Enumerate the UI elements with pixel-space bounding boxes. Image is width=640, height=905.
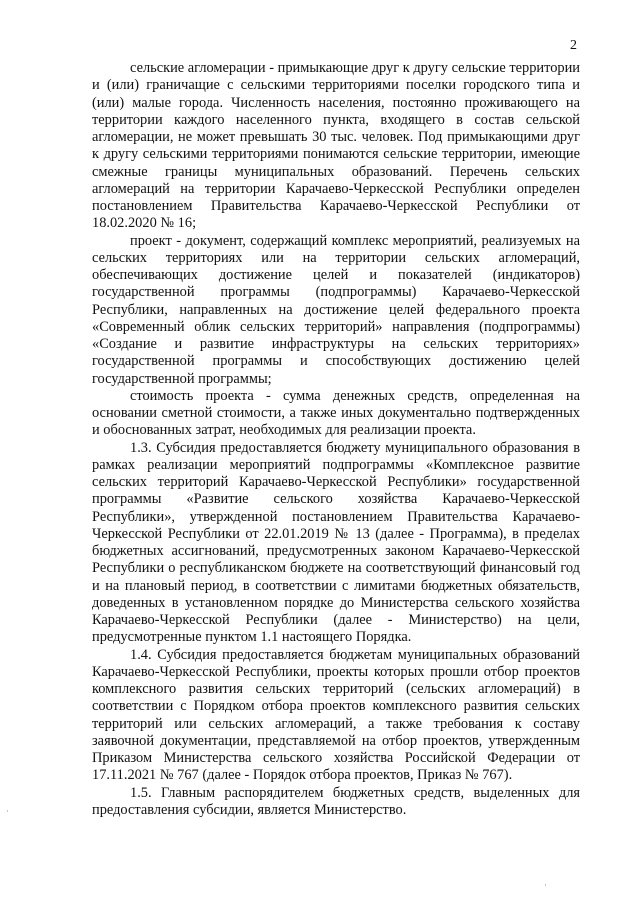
paragraph-project-definition: проект - документ, содержащий комплекс мероприятий, реализуемых на сельских территориях или на территории сельских агломераций, обеспечивающих достижение целей и показателей (индикаторов) государственной программы (подпрограммы) Карачаево-Черкесской Республики, направленных на достижение целей федерального проекта «Современный облик сельских территорий» направления (подпрограммы) «Создание и развитие инфраструктуры на сельских территориях» государственной программы и способствующих достижению целей государственной программы; — [92, 232, 580, 387]
paragraph-1-3: 1.3. Субсидия предоставляется бюджету муниципального образования в рамках реализации мероприятий подпрограммы «Комплексное развитие сельских территорий Карачаево-Черкесской Республики» государственной программы «Развитие сельского хозяйства Карачаево-Черкесской Республики», утвержденной постановлением Правительства Карачаево-Черкесской Республики от 22.01.2019 № 13 (далее - Программа), в пределах бюджетных ассигнований, предусмотренных законом Карачаево-Черкесской Республики о республиканском бюджете на соответствующий финансовый год и на плановый период, в соответствии с лимитами бюджетных обязательств, доведенных в установленном порядке до Министерства сельского хозяйства Карачаево-Черкесской Республики (далее - Министерство) на цели, предусмотренные пунктом 1.1 настоящего Порядка. — [92, 439, 580, 646]
paragraph-1-5: 1.5. Главным распорядителем бюджетных средств, выделенных для предоставления субсидии, является Министерство. — [92, 784, 580, 818]
paragraph-project-cost: стоимость проекта - сумма денежных средств, определенная на основании сметной стоимости, а также иных документально подтвержденных и обоснованных затрат, необходимых для реализации проекта. — [92, 387, 580, 439]
paragraph-rural-agglomerations: сельские агломерации - примыкающие друг к другу сельские территории и (или) граничащие с сельскими территориями поселки городского типа и (или) малые города. Численность населения, постоянно проживающего на территории каждого населенного пункта, входящего в состав сельской агломерации, не может превышать 30 тыс. человек. Под примыкающими друг к другу сельскими территориями понимаются сельские территории, имеющие смежные границы муниципальных образований. Перечень сельских агломераций на территории Карачаево-Черкесской Республики определен постановлением Правительства Карачаево-Черкесской Республики от 18.02.2020 № 16; — [92, 60, 580, 232]
paragraph-1-4: 1.4. Субсидия предоставляется бюджетам муниципальных образований Карачаево-Черкесской Республики, проекты которых прошли отбор проектов комплексного развития сельских территорий (сельских агломераций) в соответствии с Порядком отбора проектов комплексного развития сельских территорий или сельских агломераций, а также требования к составу заявочной документации, представляемой на отбор проектов, утвержденным Приказом Министерства сельского хозяйства Российской Федерации от 17.11.2021 № 767 (далее - Порядок отбора проектов, Приказ № 767). — [92, 646, 580, 784]
document-body — [92, 60, 580, 819]
scan-speck: · — [544, 880, 547, 890]
page-number: 2 — [570, 38, 577, 53]
scan-speck: · — [6, 806, 9, 816]
